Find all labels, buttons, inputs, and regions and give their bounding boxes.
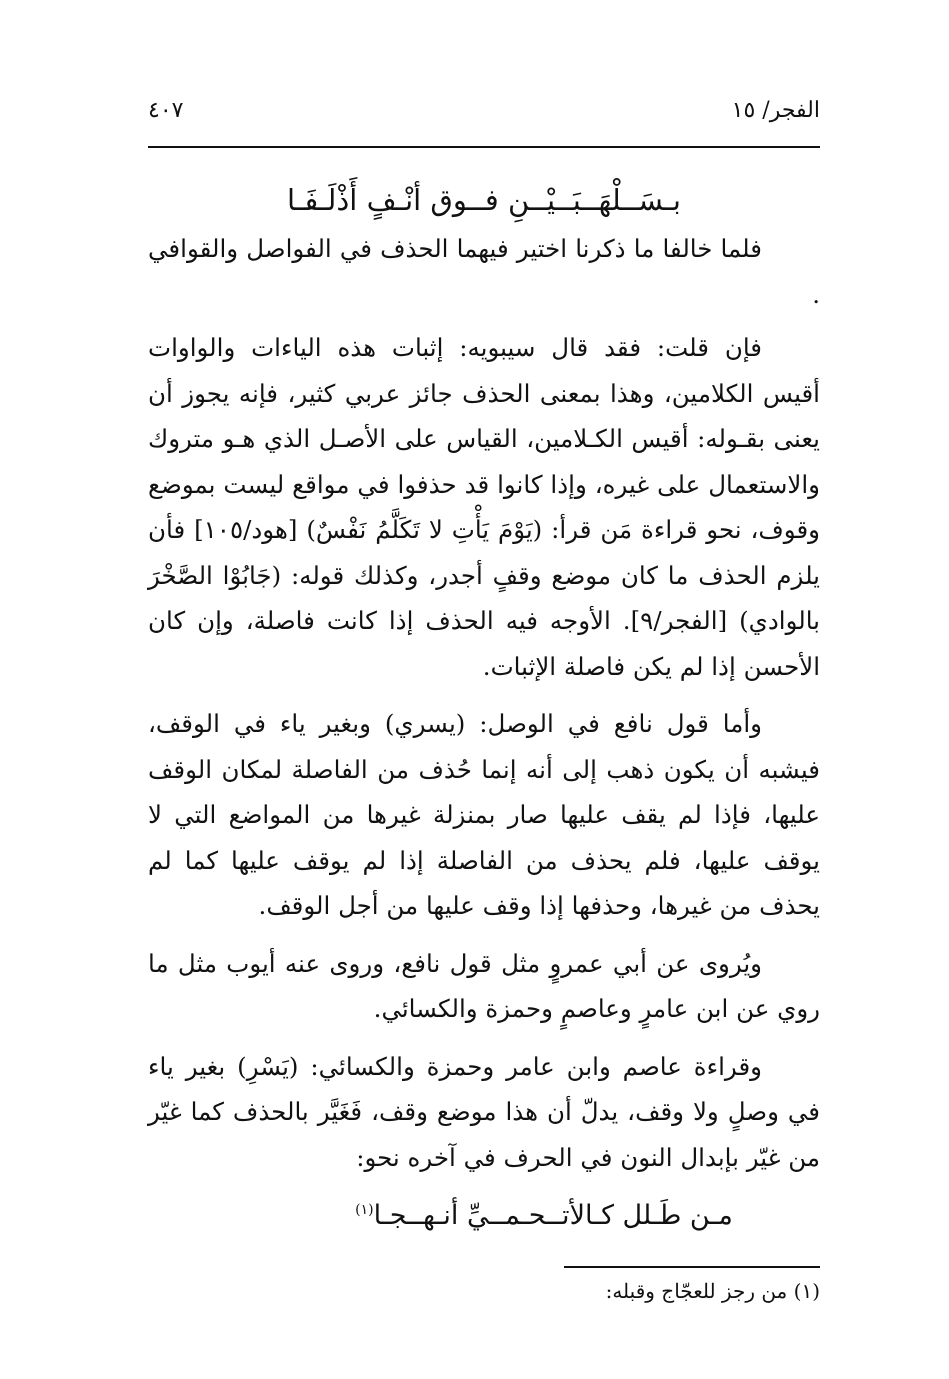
footnote: (١) من رجز للعجّاج وقبله: bbox=[605, 1279, 820, 1303]
footnote-marker: (١) bbox=[355, 1202, 374, 1218]
quoted-verse-text: مـن طَـلل كـالأتــحـمــيِّ أنـهــجـا bbox=[373, 1200, 733, 1231]
quoted-verse bbox=[148, 1184, 820, 1236]
page-number: ٤٠٧ bbox=[148, 98, 184, 123]
paragraph-3: وأما قول نافع في الوصل: (يسري) وبغير ياء في الوقف، فيشبه أن يكون ذهب إلى أنه إنما حُذف من الفاصلة لمكان الوقف عليها، فإذا لم يقف عليها صار بمنزلة غيرها من المواضع التي لا يوقف عليها، فلم يحذف من الفاصلة إذا لم يوقف عليها كما لم يحذف من غيرها، وحذفها إذا وقف عليها من أجل الوقف. bbox=[148, 709, 820, 920]
paragraph-5: وقراءة عاصم وابن عامر وحمزة والكسائي: (يَسْرِ) بغير ياء في وصلٍ ولا وقف، يدلّ أن هذا موضع وقف، فَغَيَّر بالحذف كما غيّر من غيّر بإبدال النون في الحرف في آخره نحو: bbox=[148, 1051, 820, 1172]
paragraph-2: فإن قلت: فقد قال سيبويه: إثبات هذه الياءات والواوات أقيس الكلامين، وهذا بمعنى الحذف جائز عربي كثير، فإنه يجوز أن يعنى بقـوله: أقيس الكـلامين، القياس على الأصـل الذي هـو متروك والاستعمال على غيره، وإذا كانوا قد حذفوا في مواقع ليست بموضع وقوف، نحو قراءة مَن قرأ: (يَوْمَ يَأْتِ لا تَكَلَّمُ نَفْسٌ) [هود/١٠٥] فأن يلزم الحذف ما كان موضع وقفٍ أجدر، وكذلك قوله: (جَابُوْا الصَّخْرَ بالوادي) [الفجر/٩]. الأوجه فيه الحذف إذا كانت فاصلة، وإن كان الأحسن إذا لم يكن فاصلة الإثبات. bbox=[148, 333, 821, 681]
book-page bbox=[148, 88, 820, 1348]
header-divider bbox=[148, 146, 820, 148]
page-header bbox=[148, 88, 820, 146]
poetry-verse: بـسَــلْهَــبَــيْــنِ فــوق أنْـفٍ أَذْلَـفَـا bbox=[287, 183, 681, 217]
surah-reference: الفجر/ ١٥ bbox=[731, 98, 820, 123]
footnote-divider bbox=[564, 1266, 820, 1268]
paragraph-1: فلما خالفا ما ذكرنا اختير فيهما الحذف في الفواصل والقوافي . bbox=[148, 234, 820, 309]
paragraph-4: ويُروى عن أبي عمروٍ مثل قول نافع، وروى عنه أيوب مثل ما روي عن ابن عامرٍ وعاصمٍ وحمزة والكسائي. bbox=[148, 948, 820, 1023]
